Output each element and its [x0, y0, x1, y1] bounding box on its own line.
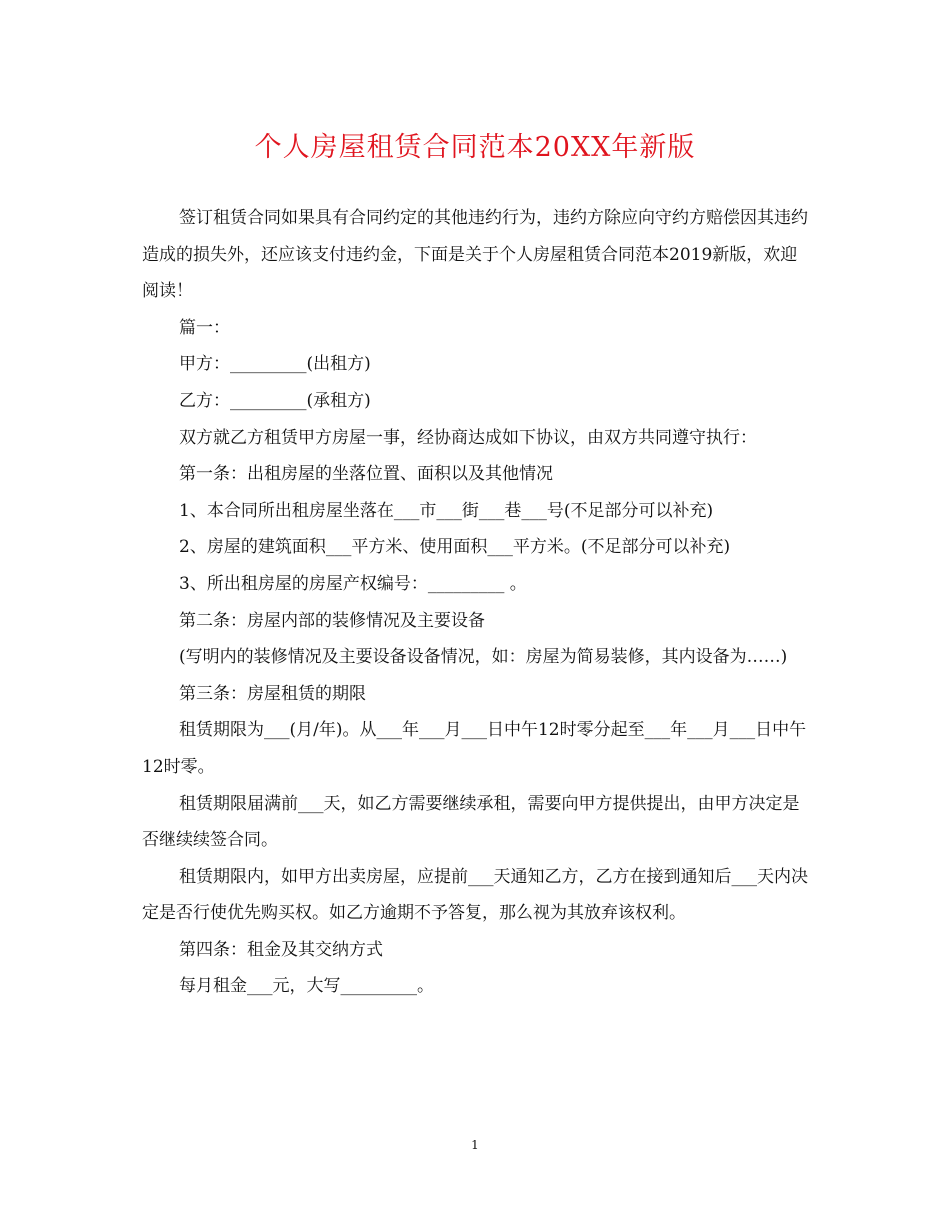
party-b-line: 乙方：_________(承租方) [179, 390, 371, 411]
document-title: 个人房屋租赁合同范本20XX年新版 [254, 132, 696, 163]
article-1-item-3: 3、所出租房屋的房屋产权编号：_________ 。 [179, 573, 527, 594]
article-1-item-2: 2、房屋的建筑面积___平方米、使用面积___平方米。(不足部分可以补充) [179, 537, 731, 558]
article-3-renewal: 租赁期限届满前___天，如乙方需要继续承租，需要向甲方提供提出，由甲方决定是否继续续签合同。 [142, 793, 800, 851]
article-3-preemption: 租赁期限内，如甲方出卖房屋，应提前___天通知乙方，乙方在接到通知后___天内决定是否行使优先购买权。如乙方逾期不予答复，那么视为其放弃该权利。 [142, 866, 808, 924]
document-body [142, 200, 812, 1005]
article-4-rent: 每月租金___元，大写_________。 [179, 976, 434, 997]
article-2-heading: 第二条：房屋内部的装修情况及主要设备 [179, 610, 485, 631]
article-3-heading: 第三条：房屋租赁的期限 [179, 683, 366, 704]
article-4-heading: 第四条：租金及其交纳方式 [179, 939, 383, 960]
section-heading-part-one: 篇一： [179, 317, 230, 338]
article-3-term: 租赁期限为___(月/年)。从___年___月___日中午12时零分起至___年___月___日中午12时零。 [142, 720, 807, 777]
agreement-preamble: 双方就乙方租赁甲方房屋一事，经协商达成如下协议，由双方共同遵守执行： [179, 427, 757, 448]
page-number: 1 [471, 1138, 479, 1152]
party-a-line: 甲方：_________(出租方) [179, 354, 371, 375]
intro-paragraph: 签订租赁合同如果具有合同约定的其他违约行为，违约方除应向守约方赔偿因其违约造成的损失外，还应该支付违约金，下面是关于个人房屋租赁合同范本2019新版，欢迎阅读！ [142, 208, 808, 302]
article-1-heading: 第一条：出租房屋的坐落位置、面积以及其他情况 [179, 464, 553, 485]
article-1-item-1: 1、本合同所出租房屋坐落在___市___街___巷___号(不足部分可以补充) [179, 500, 714, 521]
article-2-body: (写明内的装修情况及主要设备设备情况，如：房屋为简易装修，其内设备为……) [179, 647, 788, 668]
